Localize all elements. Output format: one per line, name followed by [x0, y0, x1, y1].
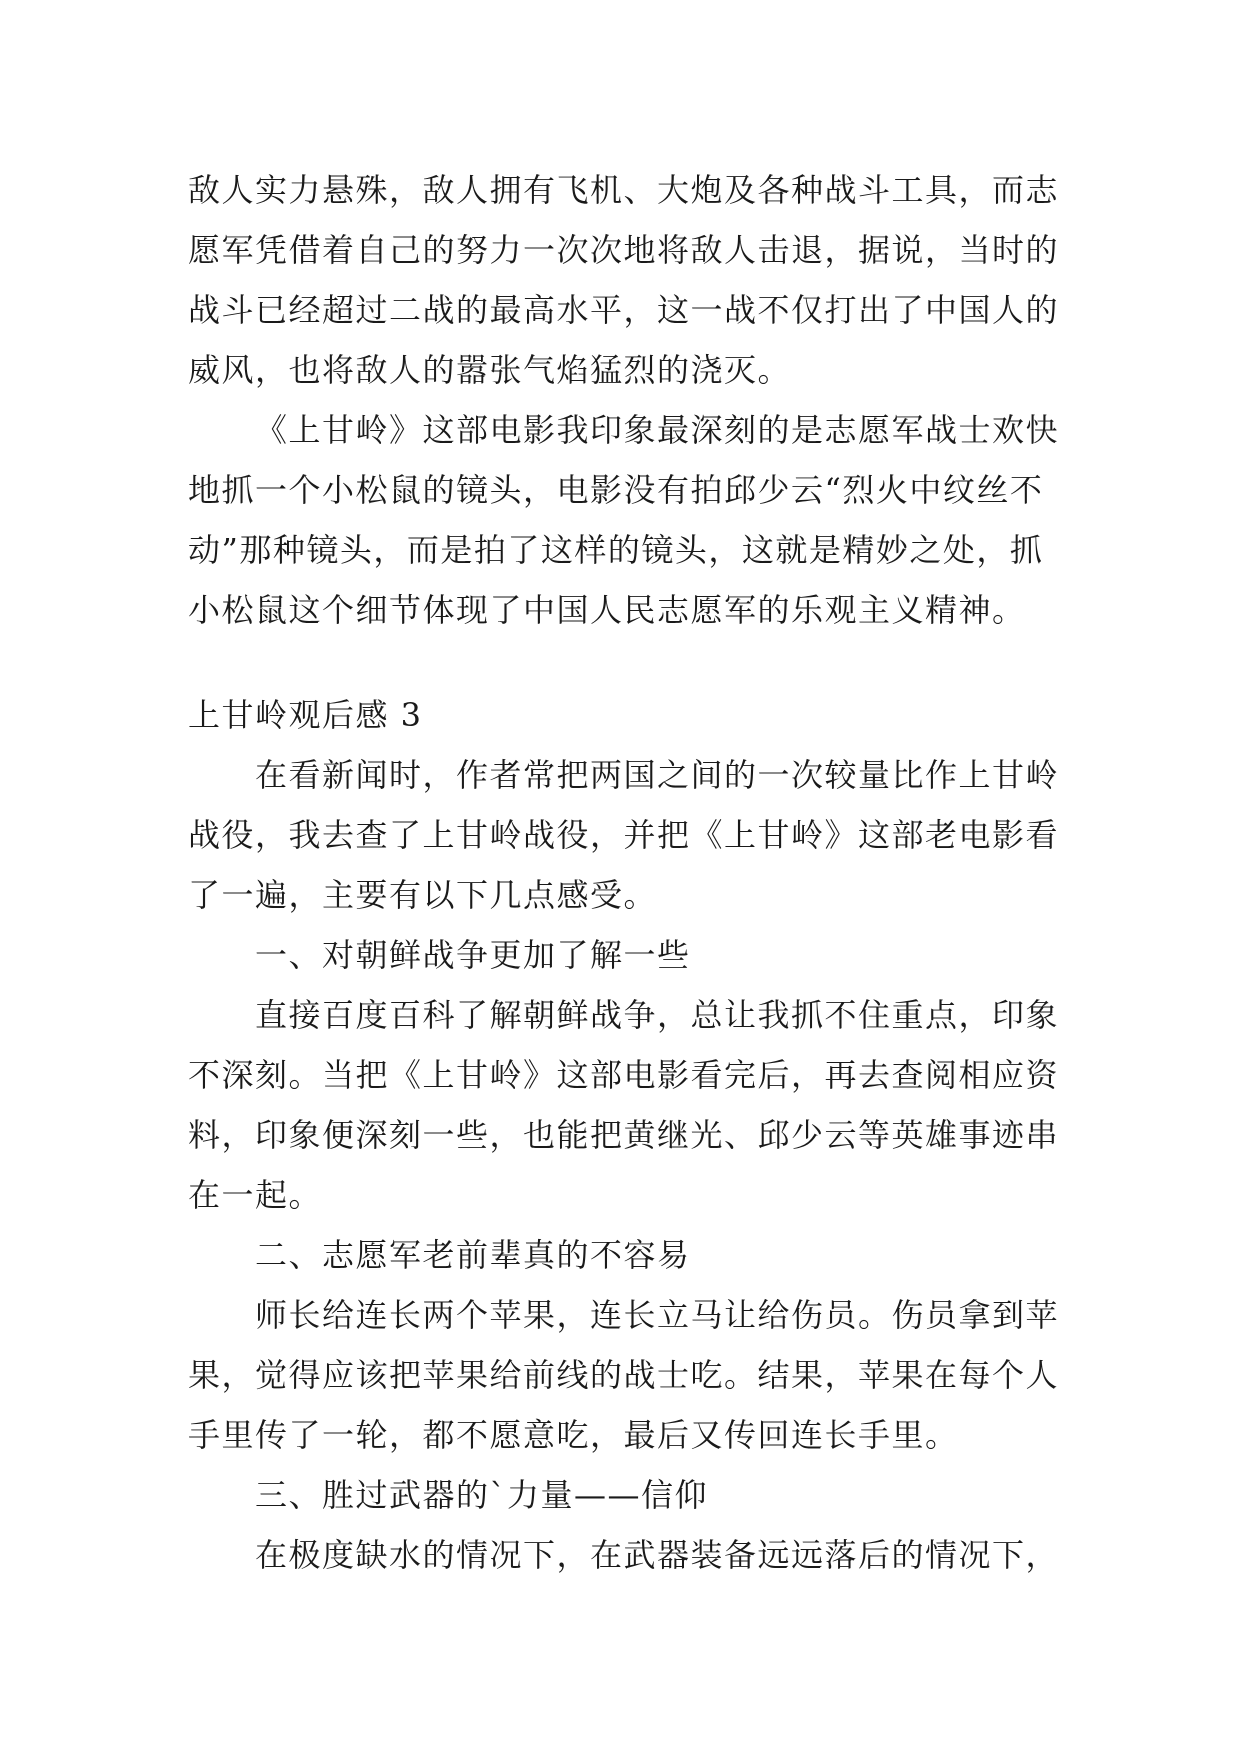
document-body — [188, 160, 1058, 1585]
text-line: 不深刻。当把《上甘岭》这部电影看完后，再去查阅相应资 — [188, 1056, 1060, 1094]
text-line: 《上甘岭》这部电影我印象最深刻的是志愿军战士欢快 — [255, 411, 1060, 449]
paragraph-squirrel-scene — [188, 400, 1058, 640]
text-line: 果，觉得应该把苹果给前线的战士吃。结果，苹果在每个人 — [188, 1356, 1060, 1394]
point-title-3: 三、胜过武器的`力量——信仰 — [255, 1476, 709, 1514]
text-line: 在看新闻时，作者常把两国之间的一次较量比作上甘岭 — [255, 756, 1060, 794]
paragraph-point-2 — [188, 1285, 1058, 1465]
paragraph-point-1 — [188, 985, 1058, 1225]
text-line: 地抓一个小松鼠的镜头，电影没有拍邱少云“烈火中纹丝不 — [188, 471, 1044, 509]
text-line: 动”那种镜头，而是拍了这样的镜头，这就是精妙之处，抓 — [188, 531, 1044, 569]
text-line: 料，印象便深刻一些，也能把黄继光、邱少云等英雄事迹串 — [188, 1116, 1060, 1154]
point-title-1: 一、对朝鲜战争更加了解一些 — [255, 936, 691, 974]
text-line: 在一起。 — [188, 1176, 323, 1214]
paragraph-enemy-strength — [188, 160, 1058, 400]
paragraph-point-3 — [188, 1525, 1058, 1585]
text-line: 愿军凭借着自己的努力一次次地将敌人击退，据说，当时的 — [188, 231, 1060, 269]
text-line: 敌人实力悬殊，敌人拥有飞机、大炮及各种战斗工具，而志 — [188, 171, 1060, 209]
text-line: 了一遍，主要有以下几点感受。 — [188, 876, 658, 914]
text-line: 在极度缺水的情况下，在武器装备远远落后的情况下， — [255, 1536, 1060, 1574]
point-title-2: 二、志愿军老前辈真的不容易 — [255, 1236, 691, 1274]
text-line: 手里传了一轮，都不愿意吃，最后又传回连长手里。 — [188, 1416, 959, 1454]
text-line: 师长给连长两个苹果，连长立马让给伤员。伤员拿到苹 — [255, 1296, 1060, 1334]
text-line: 战斗已经超过二战的最高水平，这一战不仅打出了中国人的 — [188, 291, 1060, 329]
text-line: 威风，也将敌人的嚣张气焰猛烈的浇灭。 — [188, 351, 792, 389]
section-heading: 上甘岭观后感 3 — [188, 696, 423, 734]
text-line: 小松鼠这个细节体现了中国人民志愿军的乐观主义精神。 — [188, 591, 1026, 629]
text-line: 战役，我去查了上甘岭战役，并把《上甘岭》这部老电影看 — [188, 816, 1060, 854]
paragraph-intro — [188, 745, 1058, 925]
text-line: 直接百度百科了解朝鲜战争，总让我抓不住重点，印象 — [255, 996, 1060, 1034]
